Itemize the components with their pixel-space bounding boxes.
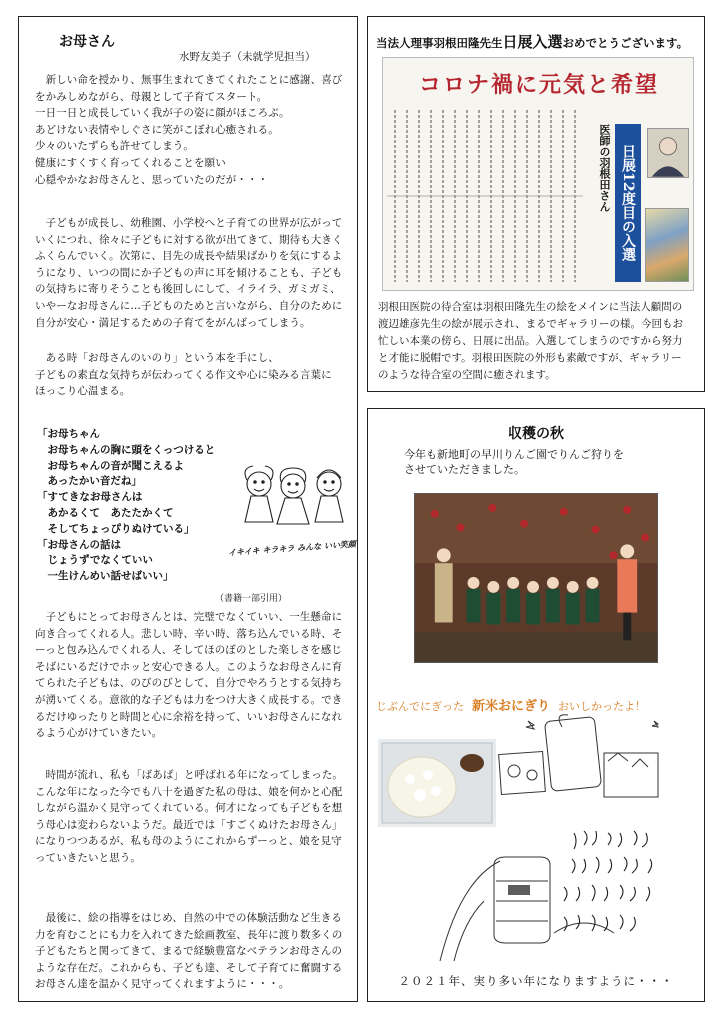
onigiri-photo [378, 739, 496, 827]
onigiri-caption-pre: じぶんでにぎった [376, 700, 464, 713]
clipping-headline: コロナ禍に元気と希望 [418, 72, 659, 98]
onigiri-caption-post: おいしかったよ！ [558, 700, 647, 713]
award-heading-post: おめでとうございます。 [562, 36, 689, 50]
clipping-subtitle: 医師の羽根田さん [598, 124, 611, 212]
essay-paragraph-1: 新しい命を授かり、無事生まれてきてくれたことに感謝、喜び をかみしめながら、母親として子育てスタート。 一日一日と成長していく我が子の姿に顔がほころぶ。 あどけない表情やしぐさに笑がこぼれ心癒される。 少々のいたずらも許せてしまう。 健康にすくすく育ってくれることを願い 心穏やかなお母さんと、思っていたのだが・・・ [35, 74, 343, 186]
essay-paragraph-3: ある時「お母さんのいのり」という本を手にし、 子どもの素直な気持ちが伝わってくる作文や心に染みる言葉に ほっこり心温まる。 [35, 352, 332, 398]
essay-paragraph-2: 子どもが成長し、幼稚園、小学校へと子育ての世界が広がって いくにつれ、徐々に子どもに対する欲が出てきて、期待も大きく ふくらんでいく。次第に、目先の成長や結果ばかりを気にするよ うになり、いつの間にか子どもの声に耳を傾けることも、子ども の気持ちに寄りそうことも後回しにして、イライラ、ガミガミ、 いやーなお母さんに…子どものためと言いながら、自分のために 自分が安心・満足するための子育てをがんばってしまう。 [35, 217, 343, 329]
award-heading-highlight: 日展入選 [502, 33, 563, 51]
children-drawing-image [229, 462, 357, 542]
poem-quotes: 「お母ちゃん お母ちゃんの胸に頭をくっつけると お母ちゃんの音が聞こえるよ あったかい音だね」 「すてきなお母さんは あかるくて あたたかくて そしてちょっぴりぬけている」 「お母さんの話は じょうずでなくていい 一生けんめい話せばいい」 [37, 428, 216, 583]
onigiri-caption [376, 695, 698, 714]
essay-author: 水野友美子（未就学児担当） [179, 51, 316, 63]
award-heading [376, 31, 698, 52]
essay-panel [18, 16, 358, 1002]
award-heading-pre: 当法人理事羽根田隆先生 [376, 36, 503, 50]
harvest-footer: ２０２１年、実り多い年になりますように・・・ [398, 974, 674, 988]
drawing-caption: イキイキ キラキラ みんな いい笑顔 [227, 539, 357, 558]
award-panel [367, 16, 705, 392]
harvest-panel [367, 408, 705, 1002]
clipping-text-columns [387, 106, 583, 286]
clipping-banner: 日展12度目の入選 [615, 124, 641, 282]
newspaper-clipping [382, 57, 694, 291]
essay-title: お母さん [59, 34, 115, 50]
harvest-title: 収穫の秋 [508, 426, 564, 442]
essay-paragraph-5: 時間が流れ、私も「ばあば」と呼ばれる年になってしまった。 こんな年になった今でも八十を過ぎた私の母は、娘を何かと心配 しながら温かく見守ってくれている。何才になっても子どもを想 う母心は変わらないようだ。最近では「すごくぬけたお母さん」 になりつつあるが、私も母のようにこれからずーっと、娘を見守 っていきたいと思う。 [35, 769, 344, 864]
doctor-portrait-image [647, 128, 689, 178]
essay-paragraph-6: 最後に、絵の指導をはじめ、自然の中での体験活動など生きる 力を育むことにも力を入れてきた絵画教室、長年に渡り数多くの 子どもたちと関ってきて、まるで経験豊富なベテランお母さんの ような存在だ。これからも、子ども達、そして子育てに奮闘する お母さん達を温かく見守ってくれますように・・・。 [35, 912, 343, 991]
onigiri-caption-highlight: 新米おにぎり [472, 699, 551, 714]
painting-image [645, 208, 689, 282]
harvest-text: 今年も新地町の早川りんご園でりんご狩りを させていただきました。 [404, 448, 624, 476]
apple-picking-photo [414, 493, 658, 663]
citation-note: （書籍一部引用） [215, 594, 288, 604]
essay-paragraph-4: 子どもにとってお母さんとは、完璧でなくていい、一生懸命に 向き合ってくれる人。悲しい時、辛い時、落ち込んでいる時、そ ーっと包み込んでくれる人、そしてほのぼのとした楽しさを感じ そばにいるだけでホッと安心できる人。このようなお母さんに育 てられた子どもは、のびのびとして、自分でやろうとする気持ち が湧いてくる。意欲的な子どもは力をつけ大きく成長する。でき るだけゆったりと時間と心に余裕を持って、いいお母さんになれ るよう心がけていきたい。 [35, 611, 343, 740]
award-body-text: 羽根田医院の待合室は羽根田隆先生の絵をメインに当法人顧問の 渡辺雄彦先生の絵が展示され、まるでギャラリーの様。今回もお 忙しい本業の傍ら、日展に出品。入選してしまうのですから努力 と才能に脱帽です。羽根田医院の外形も素敵ですが、ギャラリー のような待合室の空間に癒されます。 [378, 301, 684, 381]
